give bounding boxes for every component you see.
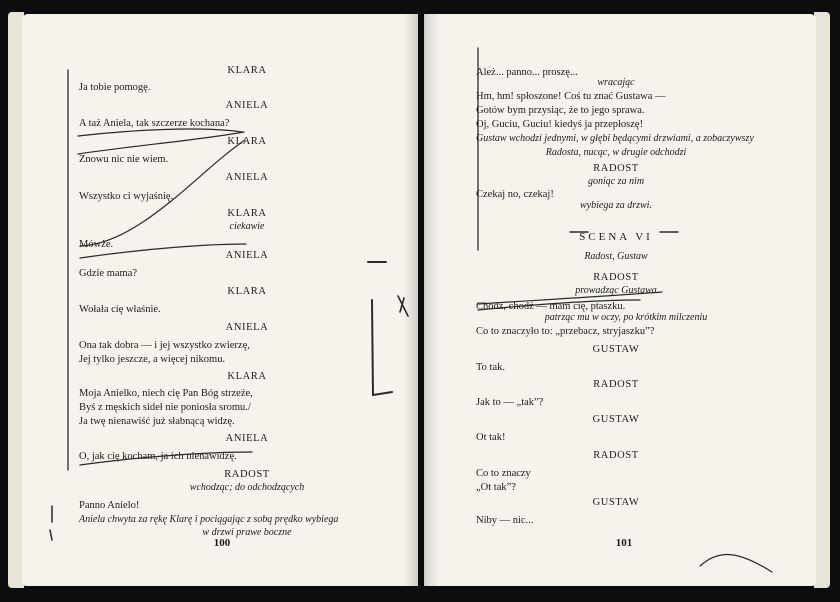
dialogue-line: To tak.: [476, 362, 506, 373]
speaker-label: KLARA: [227, 371, 267, 382]
speaker-label: KLARA: [227, 208, 267, 219]
speaker-label: ANIELA: [225, 322, 269, 333]
speaker-label: KLARA: [227, 136, 267, 147]
speaker-label: RADOST: [593, 450, 639, 461]
speaker-label: RADOST: [593, 272, 639, 283]
speaker-label: ANIELA: [225, 100, 269, 111]
dialogue-line: Znowu nic nie wiem.: [79, 154, 169, 165]
dialogue-line: Ona tak dobra — i jej wszystko zwierzę,: [79, 340, 250, 351]
stage-direction: Aniela chwyta za rękę Klarę i pociągając z sobą prędko wybiega: [79, 514, 339, 525]
dialogue-line: Jej tylko jeszcze, a więcej nikomu.: [79, 354, 226, 365]
dialogue-line: „Ot tak”?: [476, 482, 516, 493]
speaker-label: KLARA: [227, 65, 267, 76]
dialogue-line: Jak to — „tak”?: [476, 397, 544, 408]
dialogue-line: Mówże.: [79, 239, 114, 250]
speaker-label: ANIELA: [225, 250, 269, 261]
right-page-edge: [814, 12, 830, 588]
dialogue-line: Co to znaczy: [476, 468, 531, 479]
stage-direction: wchodząc; do odchodzących: [189, 482, 305, 493]
dialogue-line: Ja twę nienawiść już słabnącą widzę.: [79, 416, 235, 427]
dialogue-line: Gotów bym przysiąc, że to jego sprawa.: [476, 105, 645, 116]
book-gutter: [404, 14, 440, 586]
right-page: [424, 14, 816, 586]
page-number: 101: [615, 537, 633, 549]
speaker-label: ANIELA: [225, 433, 269, 444]
dialogue-line: Ależ... panno... proszę...: [476, 67, 578, 78]
dialogue-line: A taż Aniela, tak szczerze kochana?: [79, 118, 230, 129]
speaker-label: GUSTAW: [592, 344, 640, 355]
dialogue-line: Panno Anielo!: [79, 500, 140, 511]
dialogue-line: Moja Anielko, niech cię Pan Bóg strzeże,: [79, 388, 253, 399]
stage-direction: ciekawie: [229, 221, 265, 232]
dialogue-line: Byś z męskich sideł nie poniosła sromu./: [79, 402, 251, 413]
stage-direction: wracając: [597, 77, 635, 88]
speaker-label: RADOST: [593, 379, 639, 390]
scene-heading: SCENA VI: [579, 231, 653, 243]
dialogue-line: Czekaj no, czekaj!: [476, 189, 554, 200]
dialogue-line: Hm, hm! spłoszone! Coś tu znać Gustawa —: [476, 91, 666, 102]
dialogue-line: Ot tak!: [476, 432, 506, 443]
stage-direction: wybiega za drzwi.: [580, 200, 652, 211]
speaker-label: RADOST: [593, 163, 639, 174]
dialogue-line: Gdzie mama?: [79, 268, 138, 279]
speaker-label: GUSTAW: [592, 414, 640, 425]
dialogue-line: Chodź, chodź — mam cię, ptaszku.: [476, 301, 626, 312]
page-number: 100: [213, 537, 231, 549]
stage-direction: Radosta, nucąc, w drugie odchodzi: [545, 147, 687, 158]
speaker-label: RADOST: [224, 469, 270, 480]
stage-direction: w drzwi prawe boczne: [202, 527, 292, 538]
dialogue-line: Wszystko ci wyjaśnię.: [79, 191, 174, 202]
stage-direction: Radost, Gustaw: [584, 251, 648, 262]
dialogue-line: Niby — nic...: [476, 515, 534, 526]
dialogue-line: O, jak cię kocham, ja ich nienawidzę.: [79, 451, 237, 462]
stage-direction: Gustaw wchodzi jednymi, w głębi będącymi drzwiami, a zobaczywszy: [476, 133, 754, 144]
left-page: [22, 14, 418, 586]
dialogue-line: Ja tobie pomogę.: [79, 82, 151, 93]
dialogue-line: Oj, Guciu, Guciu! kiedyś ja przepłoszę!: [476, 119, 644, 130]
speaker-label: GUSTAW: [592, 497, 640, 508]
stage-direction: patrząc mu w oczy, po krótkim milczeniu: [544, 312, 708, 323]
speaker-label: ANIELA: [225, 172, 269, 183]
dialogue-line: Wołała cię właśnie.: [79, 304, 161, 315]
stage-direction: prowadząc Gustawa: [575, 285, 657, 296]
dialogue-line: Co to znaczyło to: „przebacz, stryjaszku”?: [476, 326, 655, 337]
stage-direction: goniąc za nim: [587, 176, 645, 187]
speaker-label: KLARA: [227, 286, 267, 297]
